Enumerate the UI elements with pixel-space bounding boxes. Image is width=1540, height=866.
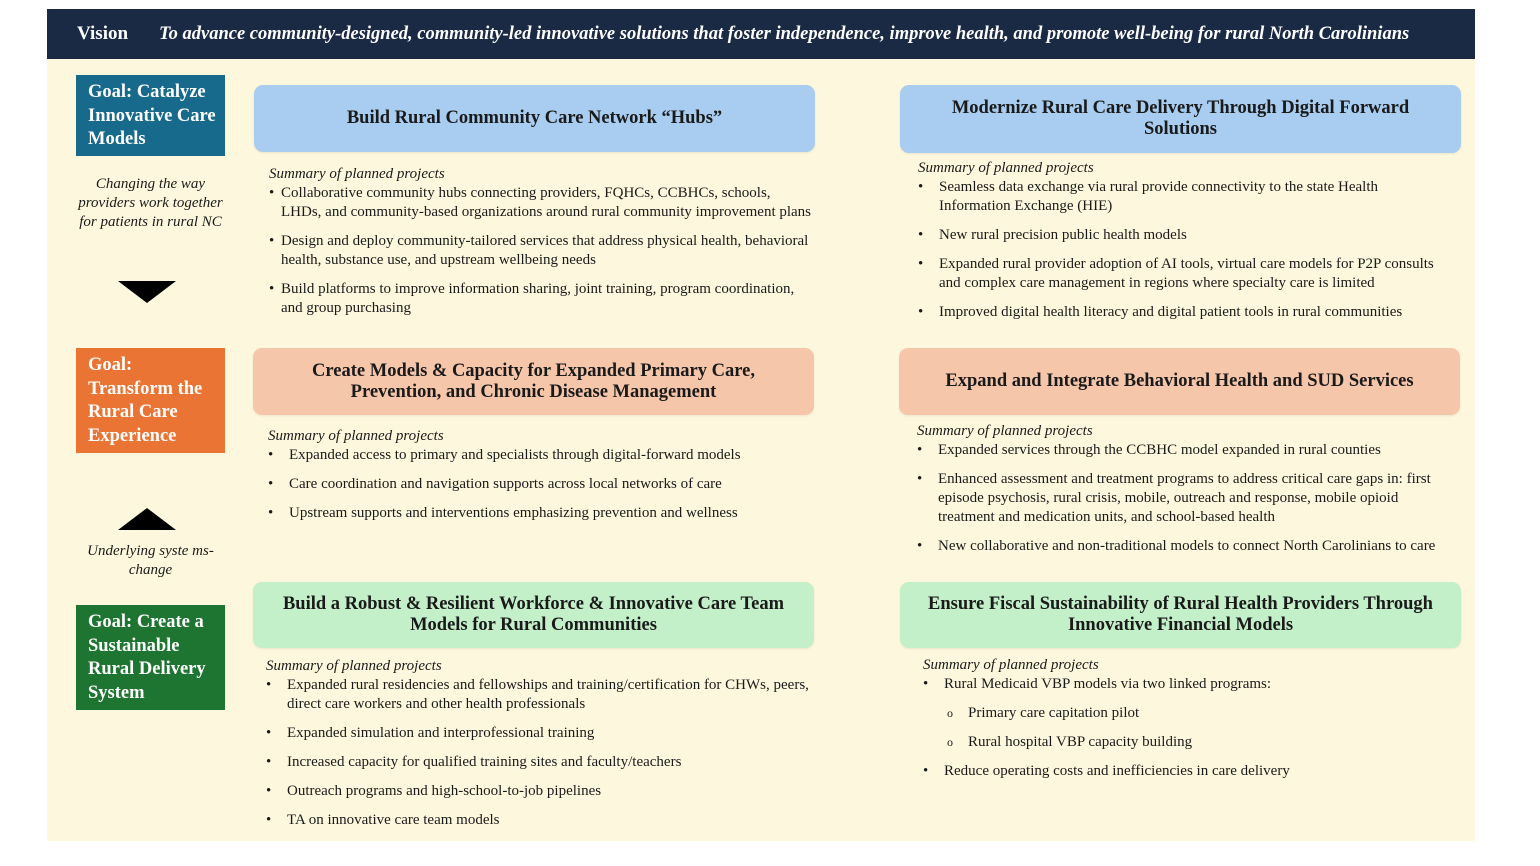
list-item: • Rural Medicaid VBP models via two linked programs: <box>923 675 1443 694</box>
vision-banner <box>47 9 1475 59</box>
list-item: • Expanded rural residencies and fellowships and training/certification for CHWs, peers, direct care workers and other health professionals <box>266 676 811 714</box>
list-item: • Increased capacity for qualified training sites and faculty/teachers <box>266 753 811 772</box>
list-item: • Build platforms to improve information sharing, joint training, program coordination, and group purchasing <box>269 280 814 318</box>
list-item: • Enhanced assessment and treatment programs to address critical care gaps in: first episode psychosis, rural crisis, mobile, outreach and response, mobile opioid treatment and medication units, and school-based health <box>917 470 1447 528</box>
list-item: • Seamless data exchange via rural provide connectivity to the state Health Information Exchange (HIE) <box>918 178 1448 216</box>
list-item: • New rural precision public health models <box>918 226 1448 245</box>
list-item: • Expanded access to primary and specialists through digital-forward models <box>268 446 808 465</box>
list-item: • Outreach programs and high-school-to-job pipelines <box>266 782 811 801</box>
goal-transform-rural-care-experience: Goal: Transform the Rural Care Experience <box>76 348 225 453</box>
list-item: • Collaborative community hubs connecting providers, FQHCs, CCBHCs, schools, LHDs, and community-based organizations around rural community improvement plans <box>269 184 814 222</box>
card-summary-digital-forward <box>918 159 1448 332</box>
card-summary-behavioral-health <box>917 422 1447 566</box>
card-header-workforce: Build a Robust & Resilient Workforce & Innovative Care Team Models for Rural Communities <box>253 582 814 648</box>
list-item: • Expanded rural provider adoption of AI tools, virtual care models for P2P consults and complex care management in regions where specialty care is limited <box>918 255 1448 293</box>
list-item: • Expanded simulation and interprofessional training <box>266 724 811 743</box>
list-item: • New collaborative and non-traditional models to connect North Carolinians to care <box>917 537 1447 556</box>
goal-catalyze-innovative-care-models: Goal: Catalyze Innovative Care Models <box>76 75 225 156</box>
summary-title: Summary of planned projects <box>918 160 1094 176</box>
summary-title: Summary of planned projects <box>266 658 442 674</box>
card-header-digital-forward: Modernize Rural Care Delivery Through Digital Forward Solutions <box>900 85 1461 153</box>
up-arrow-icon <box>118 508 176 530</box>
down-arrow-icon <box>118 281 176 303</box>
vision-statement: To advance community-designed, community-led innovative solutions that foster independence, improve health, and promote well-being for rural North Carolinians <box>159 23 1410 44</box>
sub-list-item: o Primary care capitation pilot <box>923 704 1443 723</box>
goal-sustainable-rural-delivery-system: Goal: Create a Sustainable Rural Delivery System <box>76 605 225 710</box>
list-item: • Design and deploy community-tailored services that address physical health, behavioral health, substance use, and upstream wellbeing needs <box>269 232 814 270</box>
list-item: • Reduce operating costs and inefficiencies in care delivery <box>923 762 1443 781</box>
side-note-systems-change: Underlying syste ms-change <box>87 543 214 578</box>
card-summary-community-hubs <box>269 165 814 328</box>
card-summary-primary-care <box>268 427 808 533</box>
summary-title: Summary of planned projects <box>923 657 1099 673</box>
card-header-behavioral-health: Expand and Integrate Behavioral Health and SUD Services <box>899 348 1460 415</box>
summary-title: Summary of planned projects <box>269 166 445 182</box>
summary-title: Summary of planned projects <box>917 423 1093 439</box>
card-header-primary-care: Create Models & Capacity for Expanded Primary Care, Prevention, and Chronic Disease Management <box>253 348 814 415</box>
vision-label: Vision <box>77 23 129 44</box>
list-item: • Improved digital health literacy and digital patient tools in rural communities <box>918 303 1448 322</box>
card-summary-fiscal-sustainability <box>923 656 1443 790</box>
list-item: • Expanded services through the CCBHC model expanded in rural counties <box>917 441 1447 460</box>
list-item: • Care coordination and navigation supports across local networks of care <box>268 475 808 494</box>
list-item: • Upstream supports and interventions emphasizing prevention and wellness <box>268 504 808 523</box>
card-header-fiscal-sustainability: Ensure Fiscal Sustainability of Rural Health Providers Through Innovative Financial Models <box>900 582 1461 648</box>
summary-title: Summary of planned projects <box>268 428 444 444</box>
card-header-community-hubs: Build Rural Community Care Network “Hubs” <box>254 85 815 152</box>
sub-list-item: o Rural hospital VBP capacity building <box>923 733 1443 752</box>
list-item: • TA on innovative care team models <box>266 811 811 830</box>
side-note-changing-providers: Changing the way providers work together for patients in rural NC <box>78 176 223 230</box>
card-summary-workforce <box>266 657 811 839</box>
